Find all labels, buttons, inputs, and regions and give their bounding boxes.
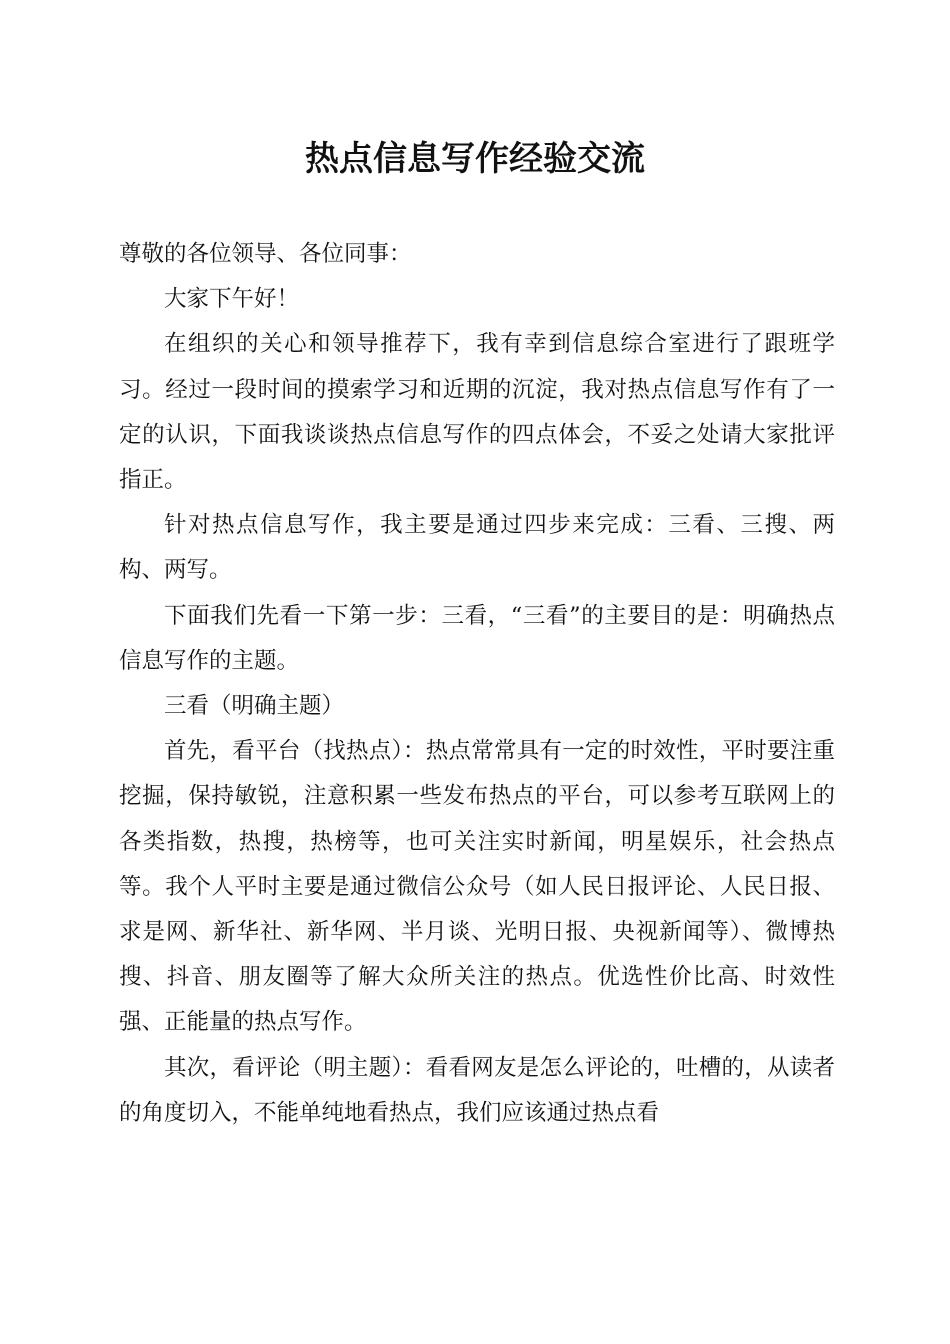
- document-body: [119, 232, 835, 1136]
- document-title: 热点信息写作经验交流: [305, 139, 645, 179]
- paragraph-platform: 首先，看平台（找热点）：热点常常具有一定的时效性，平时要注重挖掘，保持敏锐，注意积累一些发布热点的平台，可以参考互联网上的各类指数，热搜，热榜等，也可关注实时新闻，明星娱乐，社会热点等。我个人平时主要是通过微信公众号（如人民日报评论、人民日报、求是网、新华社、新华网、半月谈、光明日报、央视新闻等）、微博热搜、抖音、朋友圈等了解大众所关注的热点。优选性价比高、时效性强、正能量的热点写作。: [119, 738, 835, 1036]
- paragraph-intro: 在组织的关心和领导推荐下，我有幸到信息综合室进行了跟班学习。经过一段时间的摸索学习和近期的沉淀，我对热点信息写作有了一定的认识，下面我谈谈热点信息写作的四点体会，不妥之处请大家批评指正。: [119, 331, 835, 494]
- paragraph-step-one: 下面我们先看一下第一步：三看，“三看”的主要目的是：明确热点信息写作的主题。: [119, 602, 835, 674]
- salutation: 尊敬的各位领导、各位同事：: [119, 241, 412, 267]
- paragraph-steps: 针对热点信息写作，我主要是通过四步来完成：三看、三搜、两构、两写。: [119, 512, 835, 584]
- greeting: 大家下午好！: [164, 286, 300, 313]
- section-heading: 三看（明确主题）: [164, 693, 345, 720]
- paragraph-comments: 其次，看评论（明主题）：看看网友是怎么评论的，吐槽的，从读者的角度切入，不能单纯地看热点，我们应该通过热点看: [119, 1054, 835, 1126]
